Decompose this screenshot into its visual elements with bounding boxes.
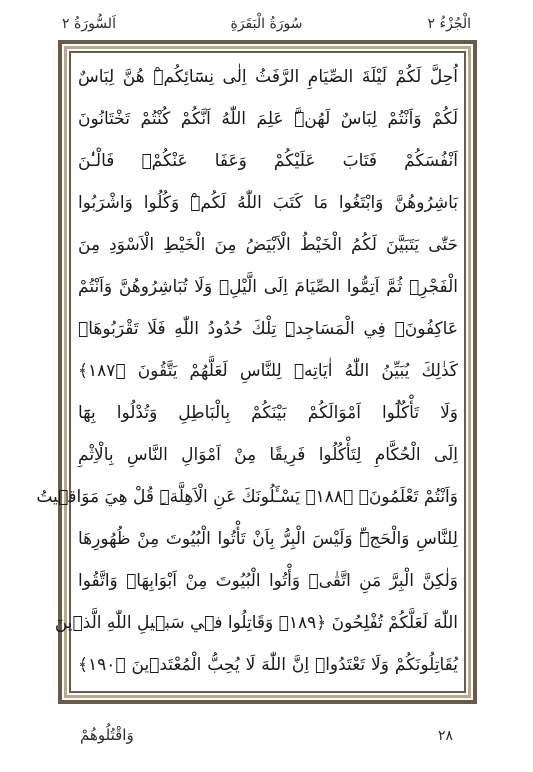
catchword: وَاقْتُلُوهُمْ	[80, 726, 134, 744]
text-line: لِلنَّاسِ وَالْحَجِّۜ وَلَيْسَ الْبِرُّ بِاَنْ تَأْتُوا الْبُيُوتَ مِنْ ظُهُورِهَا	[78, 529, 458, 549]
juz-label: الْجُزْءُ ٢	[427, 16, 471, 32]
text-line: لَكُمْ وَاَنْتُمْ لِبَاسٌ لَهُنَّۜ عَلِمَ اللّٰهُ اَنَّكُمْ كُنْتُمْ تَخْتَانُونَ	[78, 109, 458, 129]
verse-text-block	[36, 56, 458, 686]
text-line: يُقَاتِلُونَكُمْ وَلَا تَعْتَدُواۜ اِنَّ اللّٰهَ لَا يُحِبُّ الْمُعْتَد۪ينَ ﴿١٩٠﴾	[78, 655, 458, 675]
surah-title: سُورَةُ الْبَقَرَةِ	[230, 16, 303, 32]
text-line: الْفَجْرِۖ ثُمَّ اَتِمُّوا الصِّيَامَ اِلَى الَّيْلِۚ وَلَا تُبَاشِرُوهُنَّ وَاَنْتُمْ	[78, 277, 458, 297]
text-line: حَتّٰى يَتَبَيَّنَ لَكُمُ الْخَيْطُ الْاَبْيَضُ مِنَ الْخَيْطِ الْاَسْوَدِ مِنَ	[78, 235, 458, 255]
text-line: اللّٰهَ لَعَلَّكُمْ تُفْلِحُونَ ﴿١٨٩﴾ وَقَاتِلُوا ف۪ي سَب۪يلِ اللّٰهِ الَّذ۪ينَ	[54, 613, 458, 633]
text-line: اِلَى الْحُكَّامِ لِتَأْكُلُوا فَرِيقًا مِنْ اَمْوَالِ النَّاسِ بِالْاِثْمِ	[78, 445, 458, 465]
text-line: عَاكِفُونَۙ فِي الْمَسَاجِدِۜ تِلْكَ حُدُودُ اللّٰهِ فَلَا تَقْرَبُوهَاۜ	[78, 319, 458, 339]
text-line: وَلٰكِنَّ الْبِرَّ مَنِ اتَّقٰىۚ وَأْتُوا الْبُيُوتَ مِنْ اَبْوَابِهَاۖ وَاتَّقُوا	[78, 571, 458, 591]
surah-number-label: اَلسُّورَةُ ٢	[62, 16, 116, 32]
text-line: اَنْفُسَكُمْ فَتَابَ عَلَيْكُمْ وَعَفَا عَنْكُمْۚ فَالْـٰٔنَ	[78, 151, 458, 171]
text-line: وَلَا تَأْكُلُٓوا اَمْوَالَكُمْ بَيْنَكُمْ بِالْبَاطِلِ وَتُدْلُوا بِهَٓا	[78, 403, 458, 423]
text-line: اُحِلَّ لَكُمْ لَيْلَةَ الصِّيَامِ الرَّفَثُ اِلٰى نِسَٓائِكُمْۜ هُنَّ لِبَاسٌ	[78, 67, 458, 87]
text-line: كَذٰلِكَ يُبَيِّنُ اللّٰهُ اٰيَاتِه۪ لِلنَّاسِ لَعَلَّهُمْ يَتَّقُونَ ﴿١٨٧﴾	[78, 361, 458, 381]
page-number: ٢٨	[437, 728, 453, 744]
page-header	[62, 14, 471, 38]
page-footer	[80, 726, 453, 750]
text-line: وَاَنْتُمْ تَعْلَمُونَ۟ ﴿١٨٨﴾ يَسْـَٔلُونَكَ عَنِ الْاَهِلَّةِۜ قُلْ هِيَ مَوَاق۪يتُ	[36, 487, 458, 507]
text-line: بَاشِرُوهُنَّ وَابْتَغُوا مَا كَتَبَ اللّٰهُ لَكُمْۜ وَكُلُوا وَاشْرَبُوا	[78, 193, 458, 213]
